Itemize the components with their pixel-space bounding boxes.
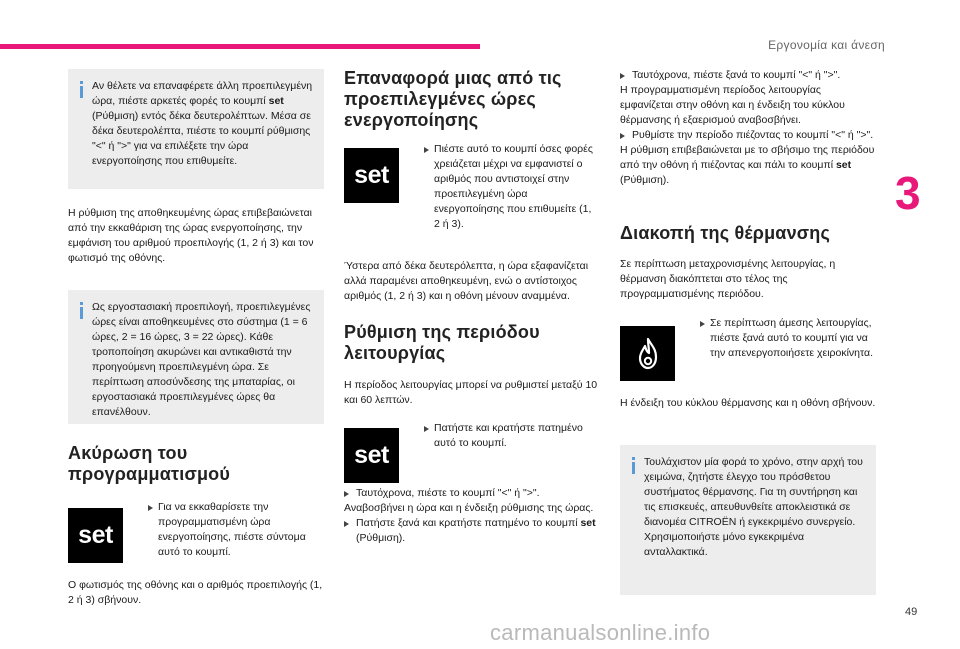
paragraph: Ύστερα από δέκα δευτερόλεπτα, η ώρα εξαφανίζεται αλλά παραμένει αποθηκευμένη, ενώ ο αντίστοιχος αριθμός (1, 2 ή 3) και η οθόνη μένουν αναμμένα.: [344, 260, 589, 302]
info-box-preset-recall: Αν θέλετε να επαναφέρετε άλλη προεπιλεγμένη ώρα, πιέστε αρκετές φορές το κουμπί set (Ρύθμιση) εντός δέκα δευτερολέπτων. Μέσα σε δέκα δευτερολέπτα, πιέστε το κουμπί ρύθμισης "<" ή ">" για να επιλέξετε την ώρα ενεργοποίησης που επιθυμείτε.: [68, 69, 324, 189]
header-accent-bar: [0, 44, 480, 49]
paragraph: Η ένδειξη του κύκλου θέρμανσης και η οθόνη σβήνουν.: [620, 397, 876, 409]
bullet-item: Ταυτόχρονα, πιέστε το κουμπί "<" ή ">".: [344, 486, 600, 501]
button-description: Πατήστε και κρατήστε πατημένο αυτό το κουμπί.: [424, 421, 600, 451]
flame-icon: [635, 337, 661, 371]
heading-stop-heating: Διακοπή της θέρμανσης: [620, 223, 831, 243]
heading-cancel-programming: Ακύρωση του προγραμματισμού: [68, 443, 231, 484]
column-2: [344, 68, 600, 546]
set-button-row: [68, 500, 324, 570]
paragraph: Η ρύθμιση της αποθηκευμένης ώρας επιβεβαιώνεται από την εκκαθάριση της ώρας ενεργοποίησης, την εμφάνιση του αριθμού προεπιλογής (1, 2 ή 3) και τον φωτισμό της οθόνης.: [68, 207, 314, 264]
set-button-icon: set: [344, 148, 399, 203]
paragraph: Σε περίπτωση μεταχρονισμένης λειτουργίας, η θέρμανση διακόπτεται στο τέλος της προγραμματισμένης περιόδου.: [620, 258, 836, 300]
set-button-row: [344, 421, 600, 486]
bullet-item: Πατήστε ξανά και κρατήστε πατημένο το κουμπί set (Ρύθμιση).: [344, 516, 600, 546]
bullet-icon: [620, 133, 625, 139]
page-number: 49: [905, 606, 918, 618]
flame-button-row: [620, 316, 876, 386]
chapter-number: 3: [895, 167, 921, 219]
watermark: carmanualsonline.info: [490, 620, 711, 645]
bullet-icon: [344, 521, 349, 527]
bullet-icon: [424, 426, 429, 432]
heading-restore-preset: Επαναφορά μιας από τις προεπιλεγμένες ώρες ενεργοποίησης: [344, 68, 562, 130]
section-title: Εργονομία και άνεση: [768, 38, 885, 52]
bullet-icon: [620, 73, 625, 79]
info-icon: [630, 457, 638, 474]
button-description: Για να εκκαθαρίσετε την προγραμματισμένη ώρα ενεργοποίησης, πιέστε σύντομα αυτό το κουμπί.: [148, 500, 324, 560]
paragraph: Η περίοδος λειτουργίας μπορεί να ρυθμιστεί μεταξύ 10 και 60 λεπτών.: [344, 379, 598, 406]
column-3: [620, 68, 876, 595]
paragraph: Η προγραμματισμένη περίοδος λειτουργίας εμφανίζεται στην οθόνη και η ένδειξη του κύκλου θέρμανσης ή εξαερισμού αναβοσβήνει.: [620, 84, 845, 126]
set-button-row: [344, 142, 600, 259]
paragraph: Αναβοσβήνει η ώρα και η ένδειξη ρύθμισης της ώρας.: [344, 502, 594, 514]
bullet-icon: [700, 321, 705, 327]
heading-operating-period: Ρύθμιση της περιόδου λειτουργίας: [344, 322, 540, 363]
flame-button-icon: [620, 326, 675, 381]
column-1: [68, 69, 324, 608]
button-description: Σε περίπτωση άμεσης λειτουργίας, πιέστε ξανά αυτό το κουμπί για να την απενεργοποιήσετε χειροκίνητα.: [700, 316, 876, 361]
paragraph: Ο φωτισμός της οθόνης και ο αριθμός προεπιλογής (1, 2 ή 3) σβήνουν.: [68, 579, 323, 606]
info-icon: [78, 81, 86, 98]
bullet-icon: [424, 147, 429, 153]
bullet-item: Ρυθμίστε την περίοδο πιέζοντας το κουμπί "<" ή ">".: [620, 128, 876, 143]
info-icon: [78, 302, 86, 319]
bullet-item: Ταυτόχρονα, πιέστε ξανά το κουμπί "<" ή ">".: [620, 68, 876, 83]
set-button-icon: set: [344, 428, 399, 483]
bullet-icon: [148, 505, 153, 511]
button-description: Πιέστε αυτό το κουμπί όσες φορές χρειάζεται μέχρι να εμφανιστεί ο αριθμός που αντιστοιχεί στην προεπιλεγμένη ώρα ενεργοποίησης που επιθυμείτε (1, 2 ή 3).: [424, 142, 600, 232]
bullet-icon: [344, 491, 349, 497]
set-button-icon: set: [68, 508, 123, 563]
info-box-factory-presets: Ως εργοστασιακή προεπιλογή, προεπιλεγμένες ώρες είναι αποθηκευμένες στο σύστημα (1 = 6 ώρες, 2 = 16 ώρες, 3 = 22 ώρες). Κάθε τροποποίηση ακυρώνει και αντικαθιστά την προηγούμενη προεπιλεγμένη ώρα. Σε περίπτωση αποσύνδεσης της μπαταρίας, οι εργοστασιακά προεπιλεγμένες ώρες θα επανέλθουν.: [68, 290, 324, 424]
paragraph: Η ρύθμιση επιβεβαιώνεται με το σβήσιμο της περιόδου από την οθόνη ή πιέζοντας και πάλι το κουμπί set (Ρύθμιση).: [620, 144, 875, 186]
info-box-maintenance: Τουλάχιστον μία φορά το χρόνο, στην αρχή του χειμώνα, ζητήστε έλεγχο του πρόσθετου συστήματος θέρμανσης. Για τη συντήρηση και τις επισκευές, απευθυνθείτε αποκλειστικά σε διανομέα CITROËN ή εγκεκριμένο συνεργείο. Χρησιμοποιήστε μόνο εγκεκριμένα ανταλλακτικά.: [620, 445, 876, 595]
